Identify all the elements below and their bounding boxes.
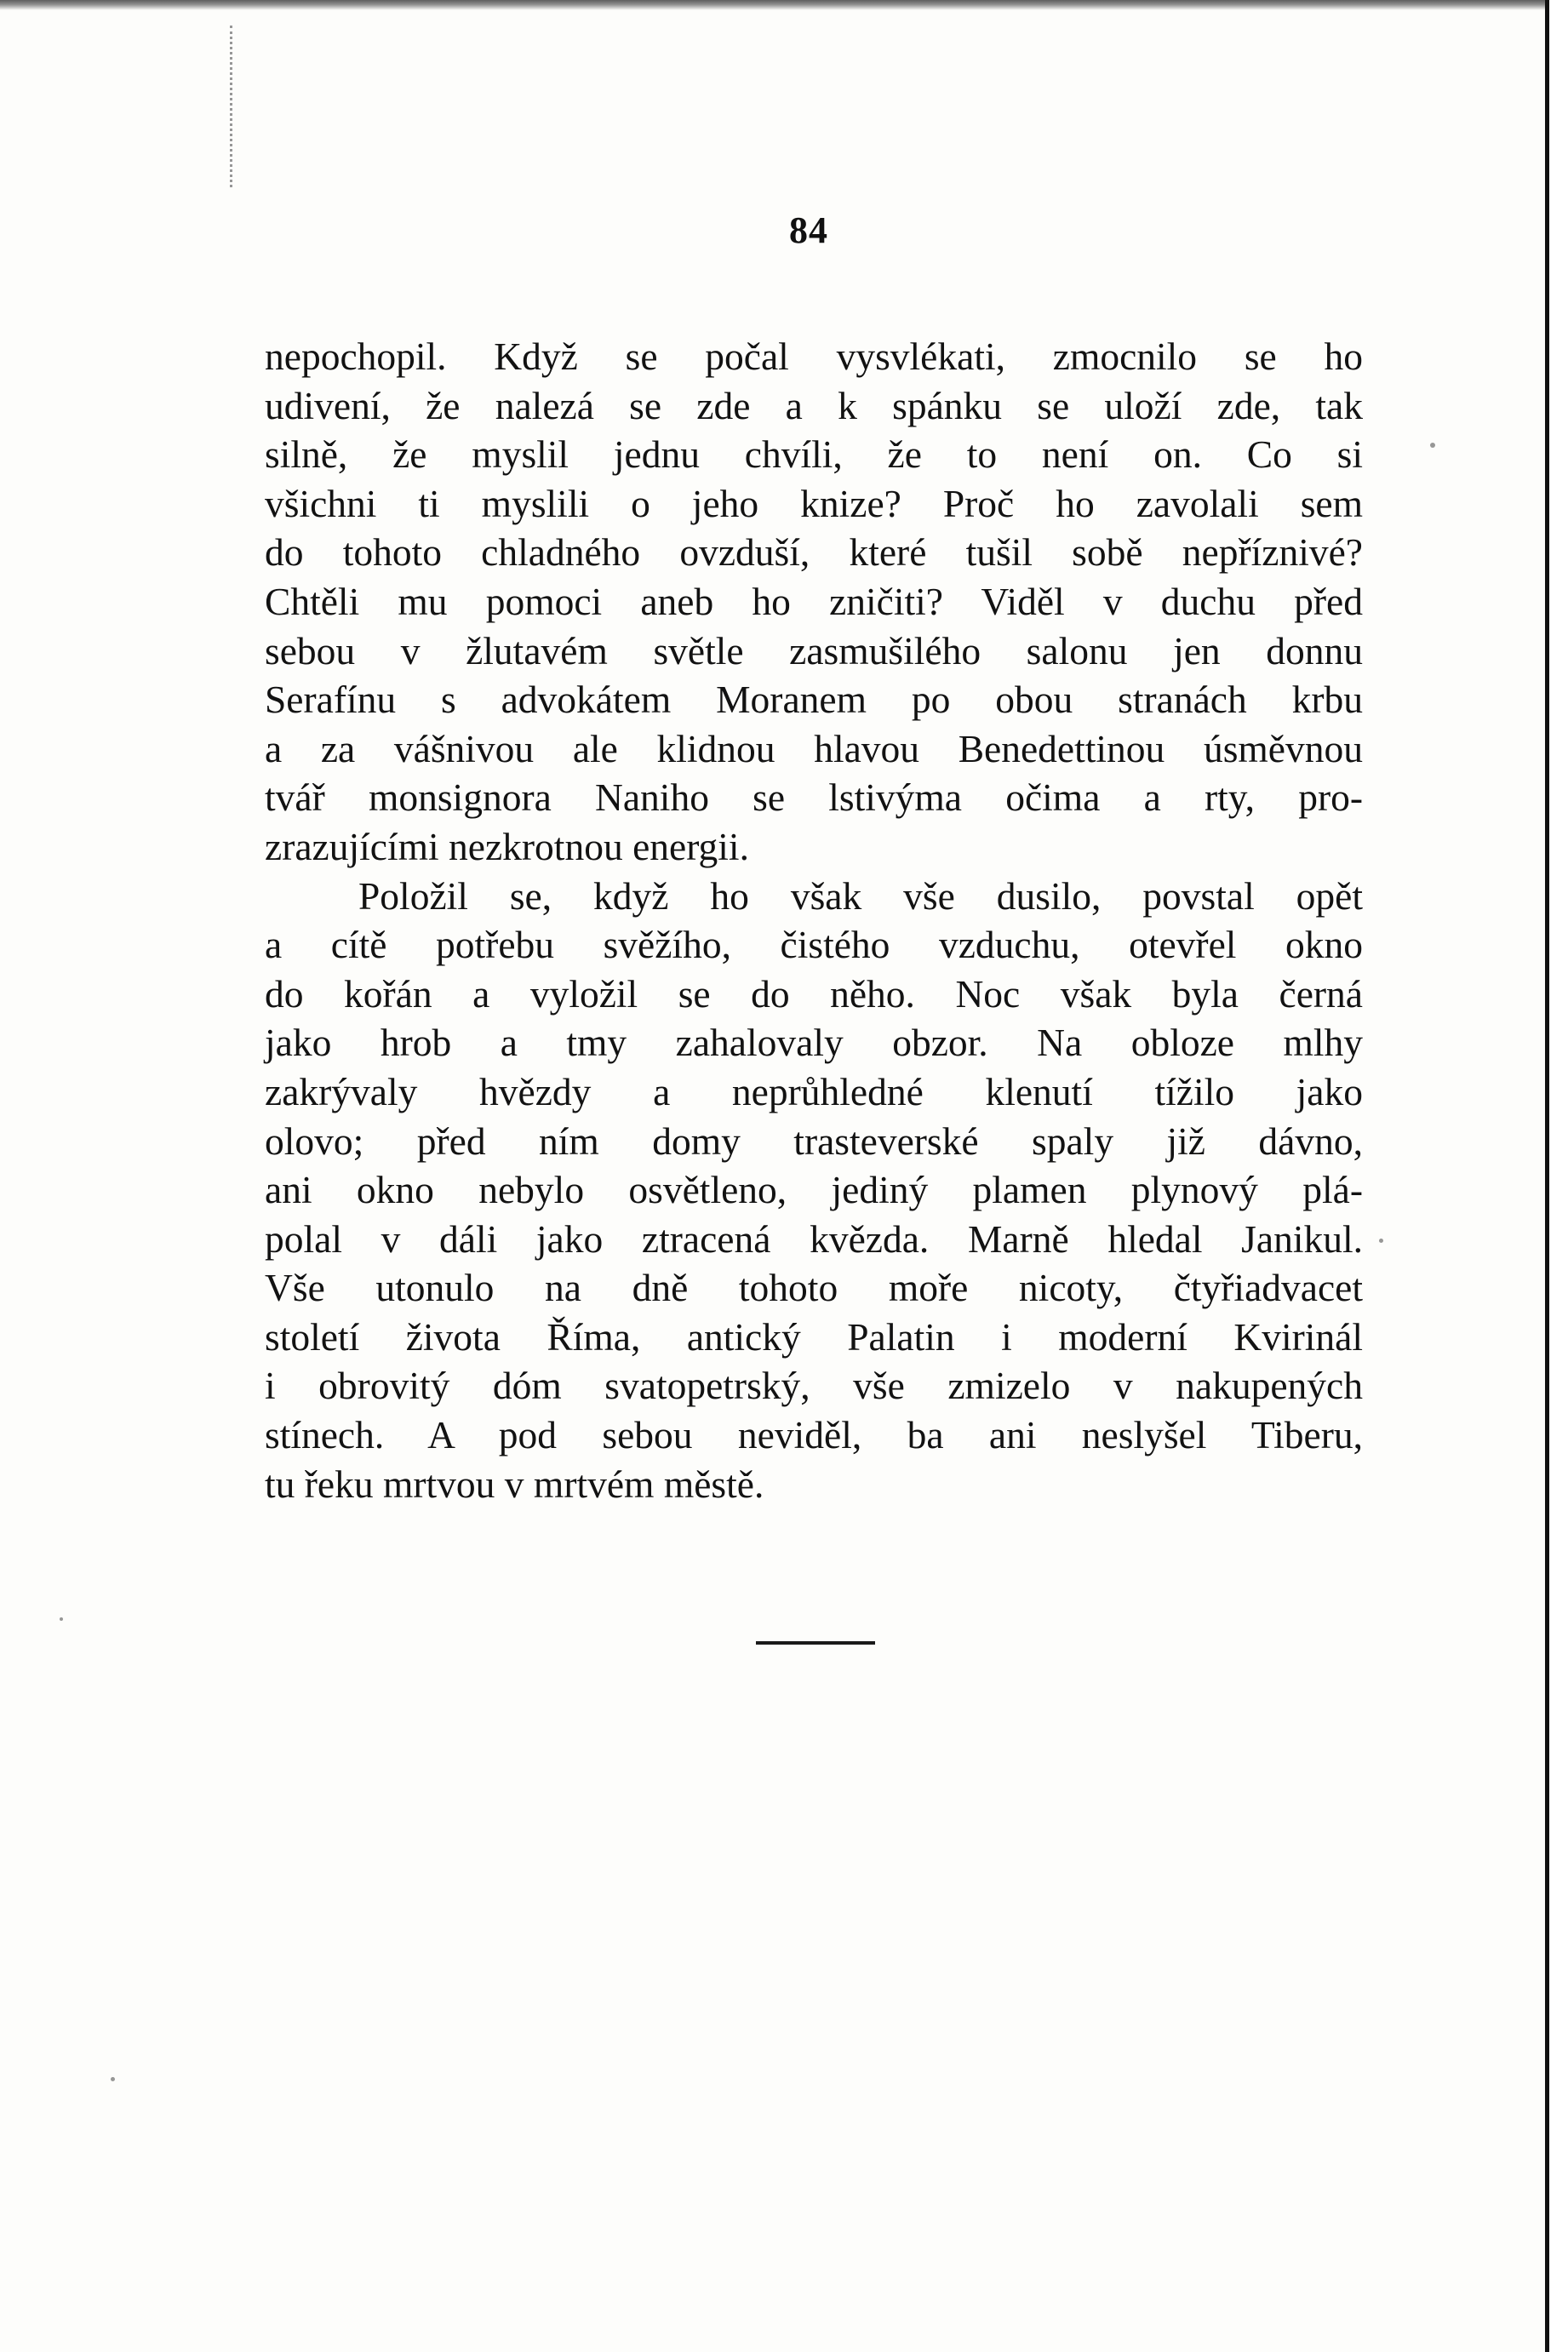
text-line: do kořán a vyložil se do něho. Noc však byla černá xyxy=(265,971,1363,1016)
text-line: století života Říma, antický Palatin i moderní Kvirinál xyxy=(265,1314,1363,1359)
text-line: a za vášnivou ale klidnou hlavou Benedettinou úsměvnou xyxy=(265,726,1363,770)
text-line: a cítě potřebu svěžího, čistého vzduchu, otevřel okno xyxy=(265,923,1363,967)
body-text xyxy=(265,332,1363,1508)
text-line: zrazujícími nezkrotnou energii. xyxy=(265,824,749,868)
scan-speck xyxy=(60,1617,63,1621)
text-line: Serafínu s advokátem Moranem po obou stranách krbu xyxy=(265,678,1363,722)
text-line: polal v dáli jako ztracená kvězda. Marně hledal Janikul. xyxy=(265,1216,1363,1261)
text-line: ani okno nebylo osvětleno, jediný plamen plynový plá- xyxy=(265,1168,1363,1212)
text-line: i obrovitý dóm svatopetrský, vše zmizelo v nakupených xyxy=(265,1364,1363,1408)
text-line: do tohoto chladného ovzduší, které tušil sobě nepříznivé? xyxy=(265,530,1363,575)
scan-speck xyxy=(111,2077,115,2081)
scan-left-marks xyxy=(230,26,236,187)
scan-top-edge xyxy=(0,0,1568,10)
text-line: tu řeku mrtvou v mrtvém městě. xyxy=(265,1462,764,1506)
page-number: 84 xyxy=(789,209,828,251)
text-line: Položil se, když ho však vše dusilo, povstal opět xyxy=(358,873,1363,918)
text-line: zakrývaly hvězdy a neprůhledné klenutí tížilo jako xyxy=(265,1069,1363,1113)
section-end-rule xyxy=(756,1641,875,1645)
text-line: udivení, že nalezá se zde a k spánku se uloží zde, tak xyxy=(265,383,1363,427)
text-line: všichni ti myslili o jeho knize? Proč ho zavolali sem xyxy=(265,481,1363,525)
text-line: olovo; před ním domy trasteverské spaly již dávno, xyxy=(265,1119,1363,1163)
text-line: tvář monsignora Naniho se lstivýma očima a rty, pro- xyxy=(265,775,1363,820)
text-line: Vše utonulo na dně tohoto moře nicoty, čtyřiadvacet xyxy=(265,1266,1363,1310)
text-line: nepochopil. Když se počal vysvlékati, zmocnilo se ho xyxy=(265,335,1363,378)
text-line: silně, že myslil jednu chvíli, že to není on. Co si xyxy=(265,432,1363,477)
scan-speck xyxy=(1430,443,1435,448)
text-line: jako hrob a tmy zahalovaly obzor. Na obloze mlhy xyxy=(265,1021,1363,1065)
text-line: Chtěli mu pomoci aneb ho zničiti? Viděl v duchu před xyxy=(265,579,1363,623)
scan-right-edge xyxy=(1545,0,1568,2352)
text-line: stínech. A pod sebou neviděl, ba ani neslyšel Tiberu, xyxy=(265,1413,1363,1457)
scan-speck xyxy=(1379,1239,1383,1243)
text-line: sebou v žlutavém světle zasmušilého salonu jen donnu xyxy=(265,628,1363,672)
